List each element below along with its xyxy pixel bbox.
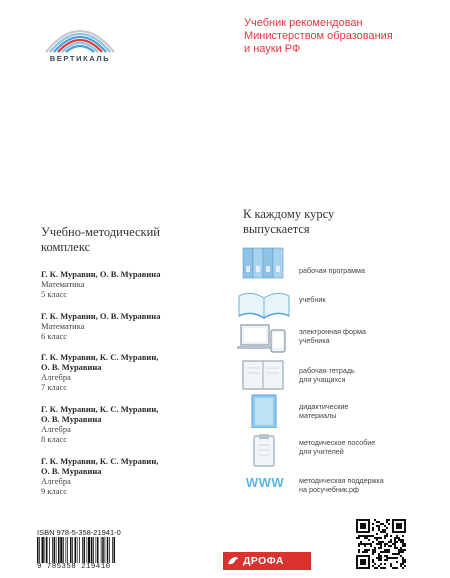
- resource-label: [299, 266, 439, 275]
- resource-label-line: рабочая программа: [299, 266, 365, 275]
- logo-text: ВЕРТИКАЛЬ: [49, 54, 111, 63]
- book-grade: 9 класс: [41, 486, 68, 496]
- publisher-name: ДРОФА: [243, 555, 284, 567]
- book-authors: О. В. Муравина: [41, 466, 102, 476]
- book-subject: Математика: [41, 279, 85, 289]
- book-entry: [41, 404, 231, 444]
- resource-label-line: для учителей: [299, 447, 344, 456]
- binders-icon: [237, 246, 291, 280]
- devices-icon: [237, 322, 291, 356]
- book-grade: 6 класс: [41, 331, 68, 341]
- clipboard-icon: [237, 433, 291, 467]
- book-entry: [41, 269, 231, 299]
- resource-label: [299, 476, 439, 494]
- book-authors: О. В. Муравина: [41, 362, 102, 372]
- resource-label-line: материалы: [299, 411, 337, 420]
- resource-label: [299, 295, 439, 304]
- book-grade: 8 класс: [41, 434, 68, 444]
- book-grade: 5 класс: [41, 289, 68, 299]
- resource-label-line: рабочая тетрадь: [299, 366, 355, 375]
- www-icon: WWW: [245, 475, 285, 490]
- ministry-recommendation: [244, 17, 434, 56]
- book-grade: 7 класс: [41, 382, 68, 392]
- book-authors: Г. К. Муравин, К. С. Муравин,: [41, 456, 159, 466]
- book-authors: Г. К. Муравин, О. В. Муравина: [41, 311, 161, 321]
- book-subject: Математика: [41, 321, 85, 331]
- book-entry: [41, 352, 231, 392]
- resource-label: [299, 402, 439, 420]
- book-subject: Алгебра: [41, 424, 71, 434]
- complex-title-line: Учебно-методический: [41, 225, 160, 239]
- qr-code-icon: [356, 519, 406, 569]
- book-authors: Г. К. Муравин, К. С. Муравин,: [41, 404, 159, 414]
- resource-label-line: учебника: [299, 336, 330, 345]
- resource-label: [299, 327, 439, 345]
- course-title-line: выпускается: [243, 222, 310, 236]
- book-authors: Г. К. Муравин, О. В. Муравина: [41, 269, 161, 279]
- book-entry: [41, 456, 231, 496]
- drofa-bird-icon: [227, 555, 239, 567]
- isbn-text: ISBN 978-5-358-21941-0: [37, 528, 121, 537]
- book-authors: О. В. Муравина: [41, 414, 102, 424]
- book-subject: Алгебра: [41, 372, 71, 382]
- course-title: [243, 207, 423, 237]
- folder-icon: [237, 394, 291, 428]
- open-book-icon: [237, 286, 291, 320]
- book-entry: [41, 311, 231, 341]
- complex-title: [41, 225, 221, 255]
- resource-label-line: для учащихся: [299, 375, 346, 384]
- resource-label: [299, 438, 439, 456]
- resource-label-line: методическая поддержка: [299, 476, 384, 485]
- recommendation-line: Учебник рекомендован: [244, 17, 363, 29]
- recommendation-line: Министерством образования: [244, 30, 393, 42]
- resource-label: [299, 366, 439, 384]
- resource-label-line: дидактические: [299, 402, 349, 411]
- workbook-icon: [237, 358, 291, 392]
- resource-label-line: на росучебник.рф: [299, 485, 359, 494]
- recommendation-line: и науки РФ: [244, 43, 301, 55]
- resource-label-line: электронная форма: [299, 327, 366, 336]
- publisher-logo: [223, 552, 311, 570]
- resource-label-line: учебник: [299, 295, 326, 304]
- book-subject: Алгебра: [41, 476, 71, 486]
- barcode-icon: [37, 537, 141, 563]
- book-authors: Г. К. Муравин, К. С. Муравин,: [41, 352, 159, 362]
- course-title-line: К каждому курсу: [243, 207, 335, 221]
- resource-label-line: методическое пособие: [299, 438, 376, 447]
- barcode-digits: 9 785358 219410: [37, 563, 111, 571]
- complex-title-line: комплекс: [41, 240, 91, 254]
